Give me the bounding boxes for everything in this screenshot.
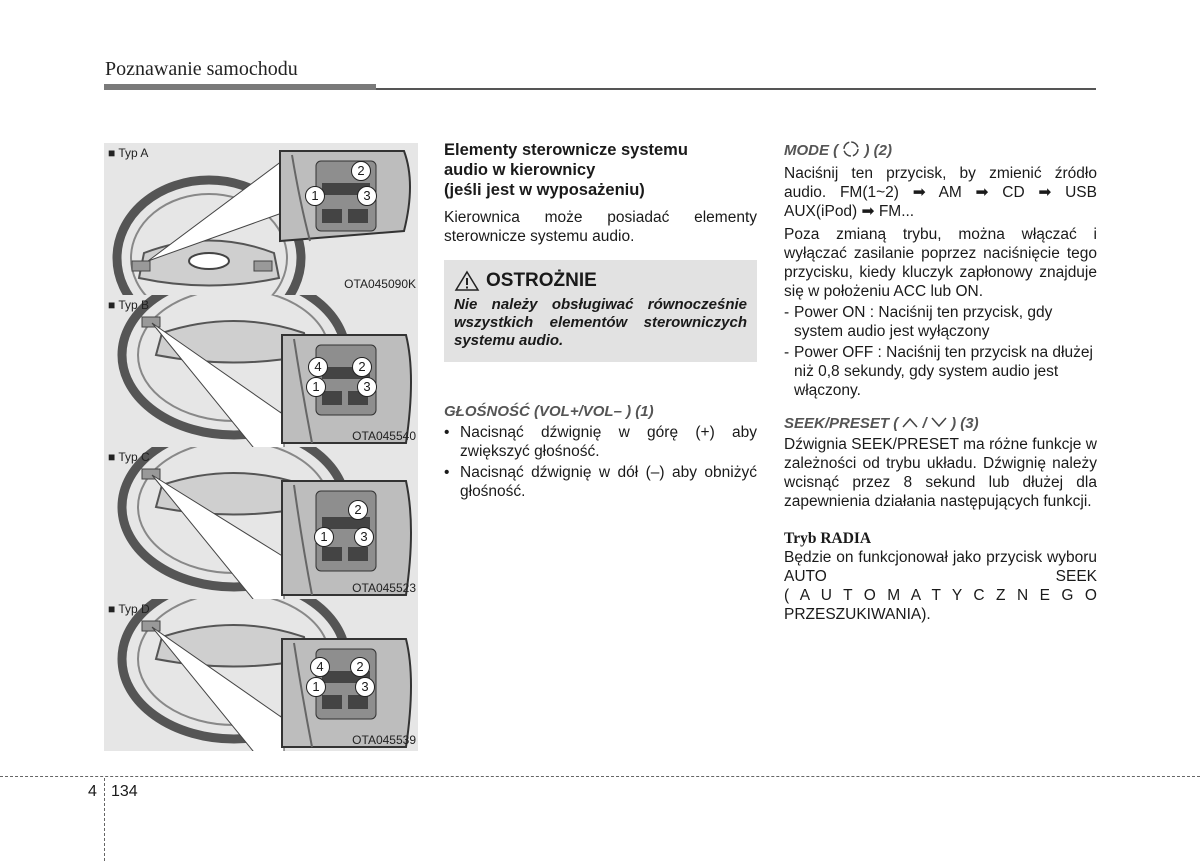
panel-label: ■ Typ A: [108, 146, 149, 160]
warning-triangle-icon: [454, 270, 480, 292]
header-bar: [104, 84, 376, 90]
list-item-text: Power OFF : Naciśnij ten przycisk na dłużej niż 0,8 sekundy, gdy system audio jest włączony.: [794, 344, 1093, 399]
figure-panel-typ-b: [104, 295, 418, 447]
callout-number: 4: [308, 357, 328, 377]
callout-number: 2: [348, 500, 368, 520]
mode-title: [784, 140, 1097, 160]
header-rule: [376, 88, 1096, 90]
callout-number: 2: [351, 161, 371, 181]
chevron-up-icon: [902, 416, 918, 428]
mode-text: Naciśnij ten przycisk, by zmienić źródło audio. FM(1~2) ➡ AM ➡ CD ➡ USB AUX(iPod) ➡ FM...: [784, 165, 1097, 220]
middle-column: [444, 140, 757, 501]
callout-number: 1: [314, 527, 334, 547]
callout-number: 1: [306, 677, 326, 697]
list-item: • Nacisnąć dźwignię w górę (+) aby zwiększyć głośność.: [444, 424, 757, 460]
list-item-text: Power ON : Naciśnij ten przycisk, gdy system audio jest wyłączony: [794, 304, 1053, 340]
image-code: OTA045523: [352, 581, 416, 595]
radio-text: ( A U T O M A T Y C Z N E G O: [784, 587, 1097, 604]
list-item: - Power OFF : Naciśnij ten przycisk na dłużej niż 0,8 sekundy, gdy system audio jest włączony.: [784, 343, 1097, 400]
list-item-text: Nacisnąć dźwignię w dół (–) aby obniżyć głośność.: [460, 464, 757, 500]
radio-text: Będzie on funkcjonował jako przycisk wyboru AUTO SEEK: [784, 549, 1097, 585]
figure-panel-typ-c: [104, 447, 418, 599]
list-item-text: Nacisnąć dźwignię w górę (+) aby zwiększyć głośność.: [460, 424, 757, 460]
caution-title-row: [454, 270, 747, 292]
callout-number: 2: [350, 657, 370, 677]
callout-number: 1: [306, 377, 326, 397]
footer-rule: [0, 776, 1200, 777]
radio-text: PRZESZUKIWANIA).: [784, 606, 931, 623]
volume-title: GŁOŚNOŚĆ (VOL+/VOL– ) (1): [444, 403, 654, 420]
panel-label: ■ Typ C: [108, 450, 150, 464]
chevron-down-icon: [931, 416, 947, 428]
steering-wheel-figure: [104, 143, 418, 751]
callout-number: 3: [357, 186, 377, 206]
right-column: [784, 140, 1097, 624]
section-heading-line: (jeśli jest w wyposażeniu): [444, 181, 645, 199]
mode-title-prefix: MODE (: [784, 142, 839, 159]
panel-label: ■ Typ B: [108, 298, 150, 312]
seek-title-separator: /: [922, 415, 927, 432]
steering-wheel-c-drawing: [104, 447, 418, 599]
footer-divider: [104, 778, 105, 861]
list-item: • Nacisnąć dźwignię w dół (–) aby obniżyć głośność.: [444, 464, 757, 500]
section-heading-line: Elementy sterownicze systemu: [444, 141, 688, 159]
section-heading-line: audio w kierownicy: [444, 161, 596, 179]
mode-title-suffix: ) (2): [864, 142, 893, 159]
seek-text: Dźwignia SEEK/PRESET ma różne funkcje w zależności od trybu układu. Dźwignię należy wcisnąć przez 8 sekund lub dłużej dla zapewnienia działania następujących funkcji.: [784, 436, 1097, 510]
callout-number: 4: [310, 657, 330, 677]
seek-title: [784, 414, 1097, 433]
callout-number: 2: [352, 357, 372, 377]
steering-wheel-d-drawing: [104, 599, 418, 751]
image-code: OTA045540: [352, 429, 416, 443]
mode-text: Poza zmianą trybu, można włączać i wyłączać zasilanie poprzez naciśnięcie tego przycisku, kiedy kluczyk zapłonowy znajduje się w położeniu ACC lub ON.: [784, 226, 1097, 300]
callout-number: 3: [355, 677, 375, 697]
list-item: - Power ON : Naciśnij ten przycisk, gdy system audio jest wyłączony: [784, 303, 1097, 341]
mode-circle-icon: [842, 140, 860, 158]
figure-panel-typ-d: [104, 599, 418, 751]
caution-box: [444, 260, 757, 362]
page-header-title: Poznawanie samochodu: [105, 58, 298, 80]
caution-text: Nie należy obsługiwać równocześnie wszystkich elementów sterowniczych systemu audio.: [454, 296, 747, 349]
image-code: OTA045539: [352, 733, 416, 747]
seek-title-suffix: ) (3): [951, 415, 979, 432]
callout-number: 1: [305, 186, 325, 206]
callout-number: 3: [354, 527, 374, 547]
caution-title: OSTROŻNIE: [486, 270, 597, 291]
seek-title-prefix: SEEK/PRESET (: [784, 415, 899, 432]
callout-number: 3: [357, 377, 377, 397]
figure-panel-typ-a: [104, 143, 418, 295]
image-code: OTA045090K: [344, 277, 416, 291]
intro-text: Kierownica może posiadać elementy sterownicze systemu audio.: [444, 209, 757, 245]
chapter-number: 4: [88, 783, 97, 800]
page-number: 134: [111, 783, 138, 800]
panel-label: ■ Typ D: [108, 602, 150, 616]
steering-wheel-a-drawing: [104, 143, 418, 295]
radio-title: Tryb RADIA: [784, 530, 872, 547]
